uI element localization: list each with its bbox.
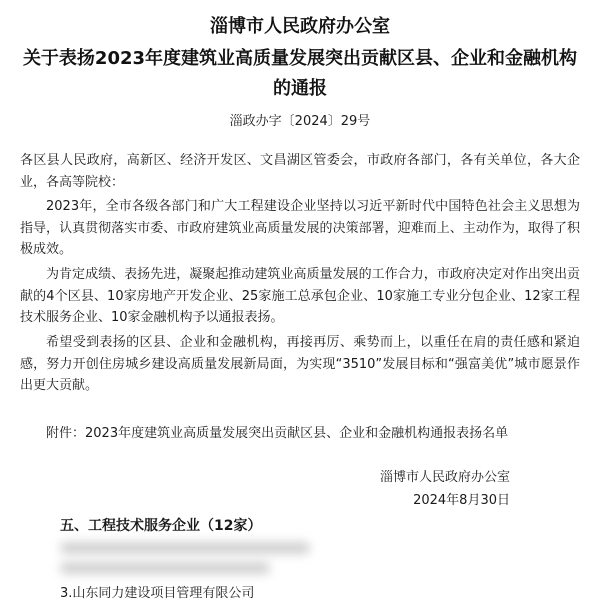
document-title: 关于表扬2023年度建筑业高质量发展突出贡献区县、企业和金融机构的通报 [22, 48, 578, 99]
issuer-title: 淄博市人民政府办公室 [210, 16, 390, 37]
paragraph-2: 为肯定成绩、表扬先进，凝聚起推动建筑业高质量发展的工作合力，市政府决定对作出突出贡献的4个区县、10家房地产开发企业、25家施工总承包企业、10家施工专业分包企业、12家工程技术服务企业、10家金融机构予以通报表扬。 [20, 267, 580, 325]
paragraph-1: 2023年，全市各级各部门和广大工程建设企业坚持以习近平新时代中国特色社会主义思想为指导，认真贯彻落实市委、市政府建筑业高质量发展的决策部署，迎难而上、主动作为，取得了积极成效。 [20, 199, 580, 257]
attachment-line: 附件：2023年度建筑业高质量发展突出贡献区县、企业和金融机构通报表扬名单 [46, 426, 509, 441]
list-item: 3.山东同力建设项目管理有限公司 [60, 586, 255, 601]
addressees: 各区县人民政府，高新区、经济开发区、文昌湖区管委会，市政府各部门，各有关单位，各大企业，各高等院校： [20, 153, 580, 190]
section-heading: 五、工程技术服务企业（12家） [60, 518, 262, 534]
paragraph-3: 希望受到表扬的区县、企业和金融机构，再接再厉、乘势而上，以重任在肩的责任感和紧迫感，努力开创住房城乡建设高质量发展新局面，为实现“3510”发展目标和“强富美优”城市愿景作出更大贡献。 [20, 335, 580, 393]
redacted-line [60, 542, 310, 554]
redacted-line [60, 562, 270, 574]
document-number: 淄政办字〔2024〕29号 [229, 114, 371, 129]
signature-issuer: 淄博市人民政府办公室 [379, 470, 510, 485]
signature-date: 2024年8月30日 [413, 493, 510, 508]
